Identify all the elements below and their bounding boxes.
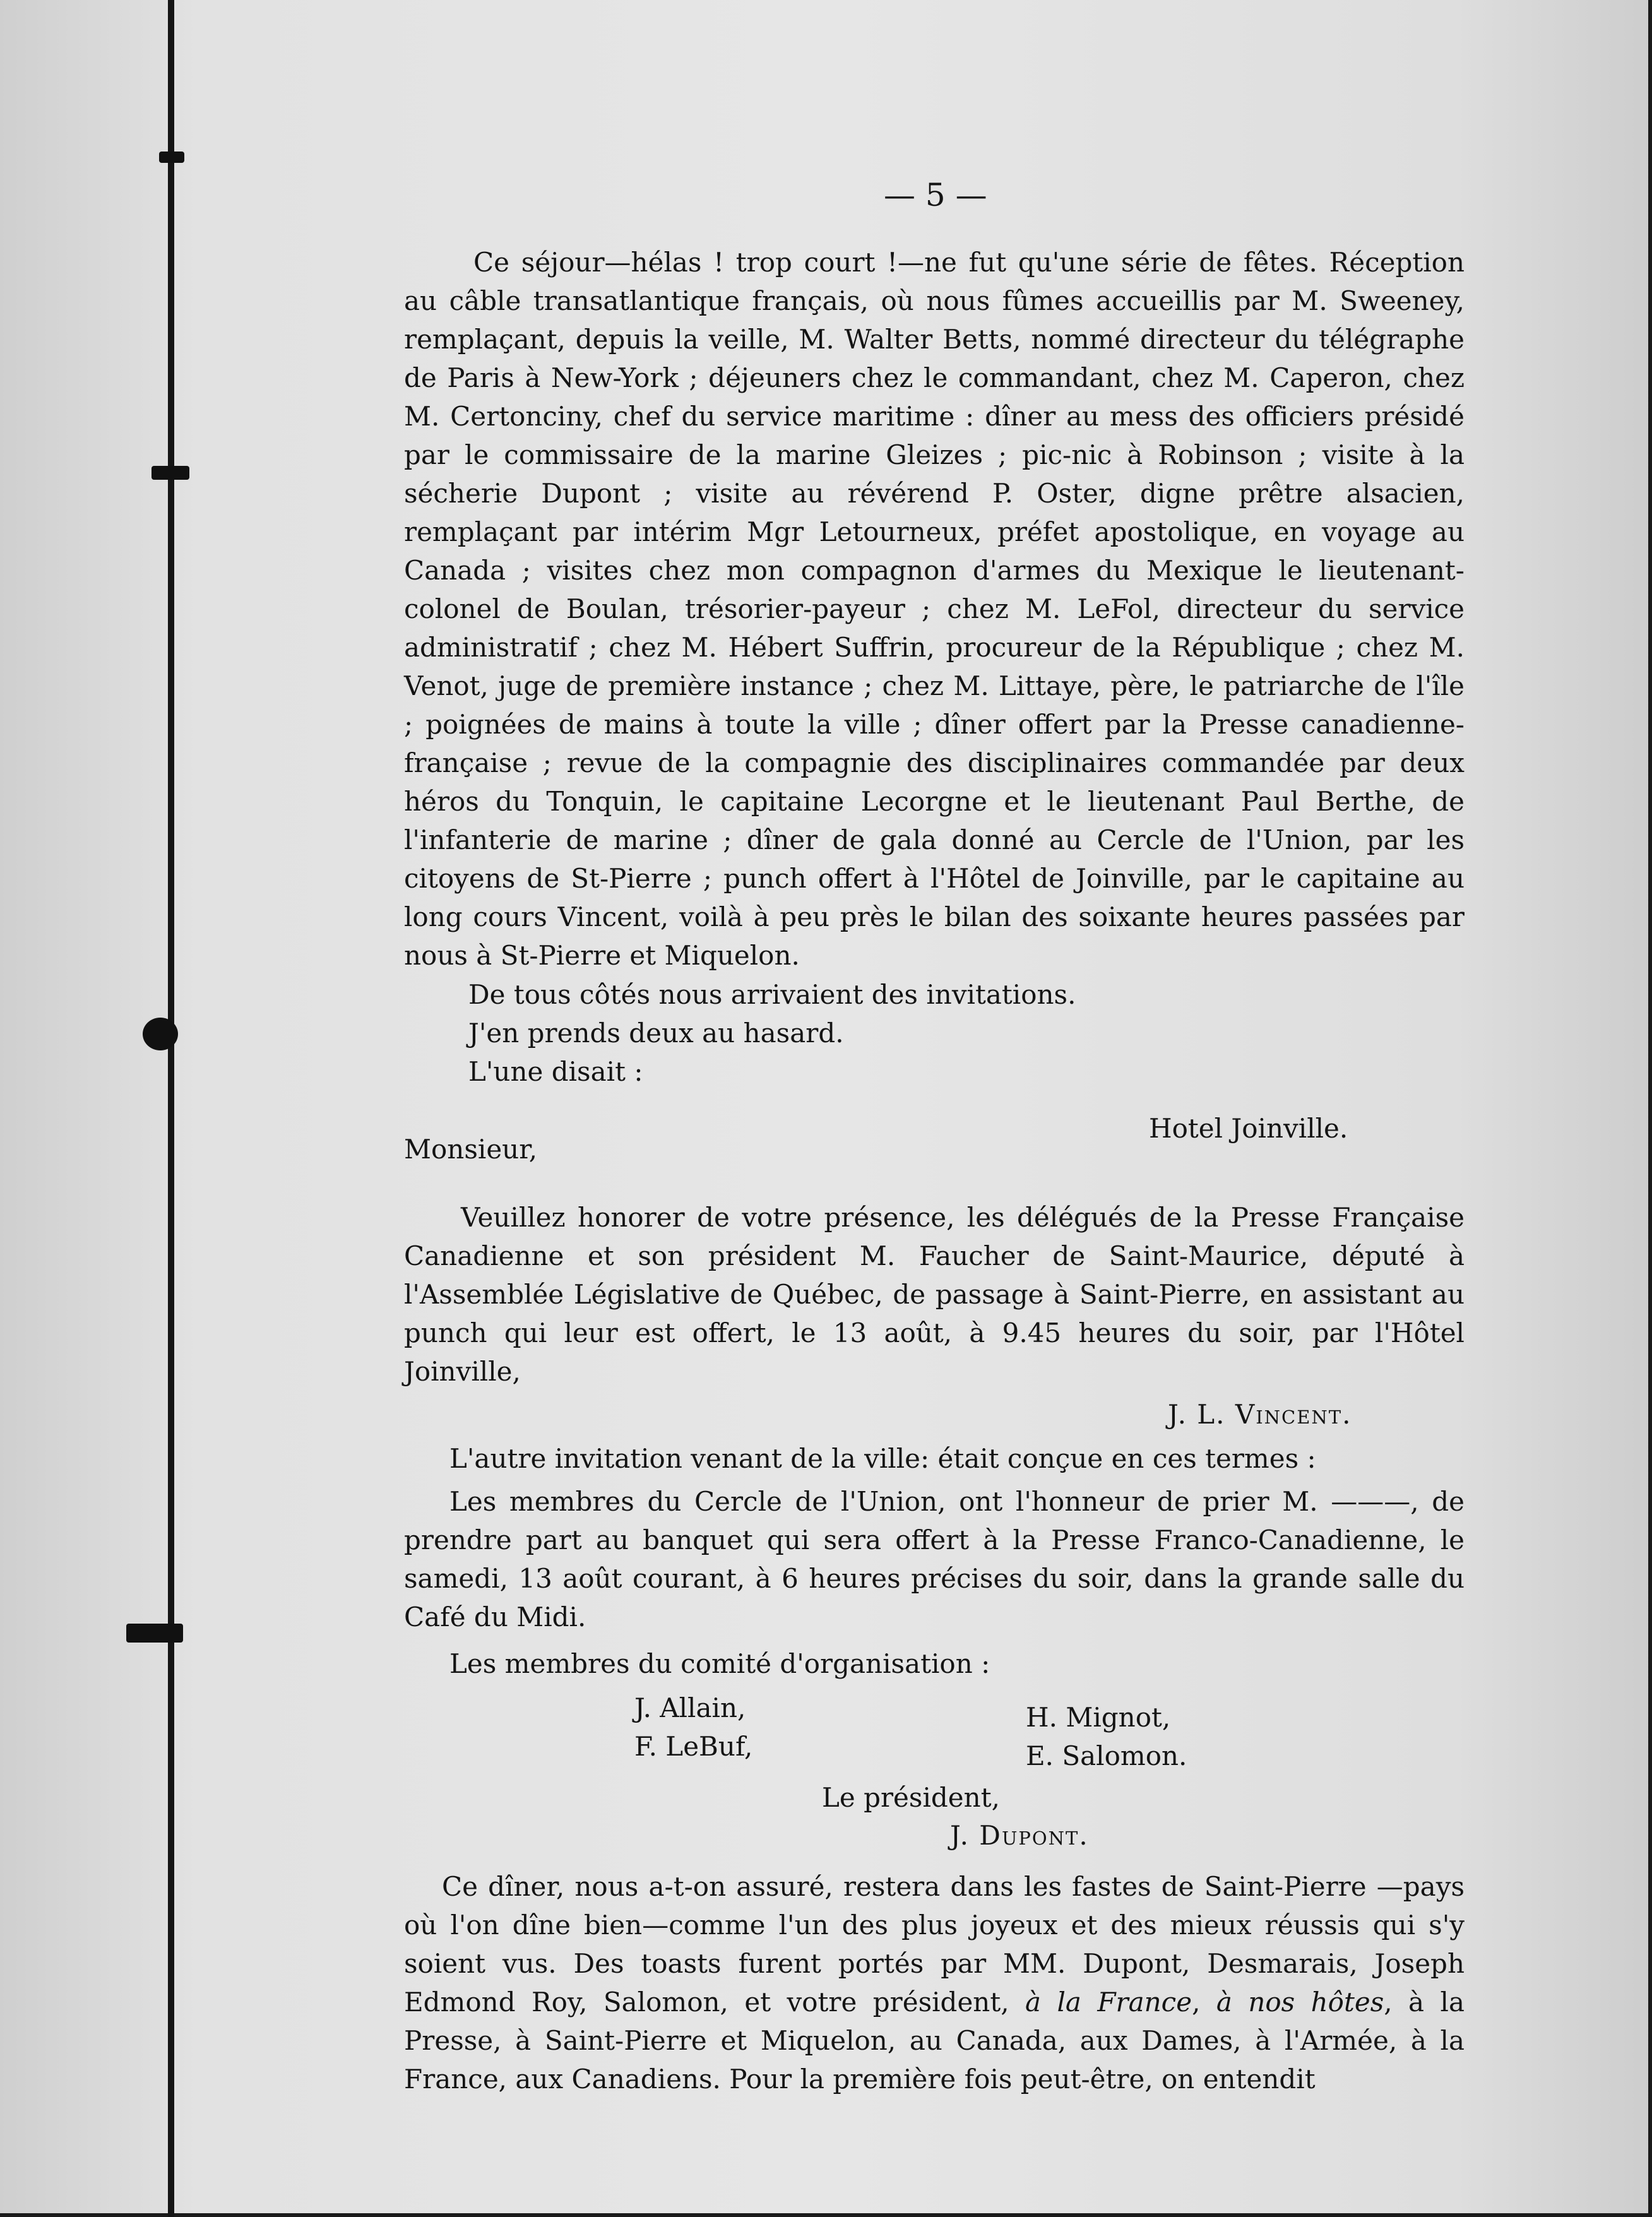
line-comite: Les membres du comité d'organisation : bbox=[449, 1648, 990, 1679]
ink-blot bbox=[143, 1018, 178, 1050]
page-edge-right bbox=[1648, 0, 1652, 2217]
committee-member: E. Salomon. bbox=[1026, 1740, 1187, 1771]
paragraph-diner-text: Ce dîner, nous a-t-on assuré, restera dans les fastes de Saint-Pierre —pays où l'on dîne bien—comme l'un des plus joyeux et des mieux réussis qui s'y soient vus. Des toasts furent portés par MM. Dupont, Desmarais, Joseph Edmond Roy, Salomon, et votre président, bbox=[404, 1871, 1465, 2018]
line-hasard: J'en prends deux au hasard. bbox=[468, 1018, 844, 1049]
spine-mark bbox=[126, 1624, 183, 1643]
committee-member: J. Allain, bbox=[634, 1692, 746, 1723]
spine-mark bbox=[152, 466, 189, 480]
spine-mark bbox=[159, 152, 184, 163]
president-label: Le président, bbox=[822, 1782, 1000, 1813]
binding-spine bbox=[168, 0, 174, 2217]
line-autre-invitation: L'autre invitation venant de la ville: était conçue en ces termes : bbox=[449, 1443, 1316, 1474]
salutation: Monsieur, bbox=[404, 1134, 538, 1165]
toast-separator: , bbox=[1192, 1987, 1216, 2018]
line-invitations: De tous côtés nous arrivaient des invitations. bbox=[468, 979, 1076, 1010]
committee-member: H. Mignot, bbox=[1026, 1702, 1171, 1733]
toast-france: à la France bbox=[1025, 1987, 1192, 2018]
committee-member: F. LeBuf, bbox=[634, 1731, 753, 1762]
paragraph-diner-text-end: , à la Presse, à Saint-Pierre et Miquelon, au Canada, aux Dames, à l'Armée, à la France, aux Canadiens. Pour la première fois peut-être, on entendit bbox=[404, 1987, 1465, 2095]
toast-hotes: à nos hôtes bbox=[1216, 1987, 1384, 2018]
paragraph-diner bbox=[404, 1867, 1465, 2098]
letter-heading-hotel: Hotel Joinville. bbox=[1149, 1113, 1348, 1144]
paragraph-sejour: Ce séjour—hélas ! trop court !—ne fut qu'une série de fêtes. Réception au câble transatlantique français, où nous fûmes accueillis par M. Sweeney, remplaçant, depuis la veille, M. Walter Betts, nommé directeur du télégraphe de Paris à New-York ; déjeuners chez le commandant, chez M. Caperon, chez M. Certonciny, chef du service maritime : dîner au mess des officiers présidé par le commissaire de la marine Gleizes ; pic-nic à Robinson ; visite à la sécherie Dupont ; visite au révérend P. Oster, digne prêtre alsacien, remplaçant par intérim Mgr Letourneux, préfet apostolique, en voyage au Canada ; visites chez mon compagnon d'armes du Mexique le lieutenant-colonel de Boulan, trésorier-payeur ; chez M. LeFol, directeur du service administratif ; chez M. Hébert Suffrin, procureur de la République ; chez M. Venot, juge de première instance ; chez M. Littaye, père, le patriarche de l'île ; poignées de mains à toute la ville ; dîner offert par la Presse canadienne-française ; revue de la compagnie des disciplinaires commandée par deux héros du Tonquin, le capitaine Lecorgne et le lieutenant Paul Berthe, de l'infanterie de marine ; dîner de gala donné au Cercle de l'Union, par les citoyens de St-Pierre ; punch offert à l'Hôtel de Joinville, par le capitaine au long cours Vincent, voilà à peu près le bilan des soixante heures passées par nous à St-Pierre et Miquelon. bbox=[404, 247, 1465, 971]
page-edge-bottom bbox=[0, 2213, 1652, 2217]
paragraph-invitation-hotel: Veuillez honorer de votre présence, les délégués de la Presse Française Canadienne et son président M. Faucher de Saint-Maurice, député à l'Assemblée Législative de Québec, de passage à Saint-Pierre, en assistant au punch qui leur est offert, le 13 août, à 9.45 heures du soir, par l'Hôtel Joinville, bbox=[404, 1202, 1465, 1387]
signature-dupont: J. Dupont. bbox=[950, 1820, 1089, 1851]
paragraph-cercle-union: Les membres du Cercle de l'Union, ont l'honneur de prier M. ———, de prendre part au banquet qui sera offert à la Presse Franco-Canadienne, le samedi, 13 août courant, à 6 heures précises du soir, dans la grande salle du Café du Midi. bbox=[404, 1486, 1465, 1632]
signature-vincent: J. L. Vincent. bbox=[1168, 1399, 1352, 1430]
line-lune: L'une disait : bbox=[468, 1056, 643, 1087]
page-number: — 5 — bbox=[884, 177, 987, 213]
